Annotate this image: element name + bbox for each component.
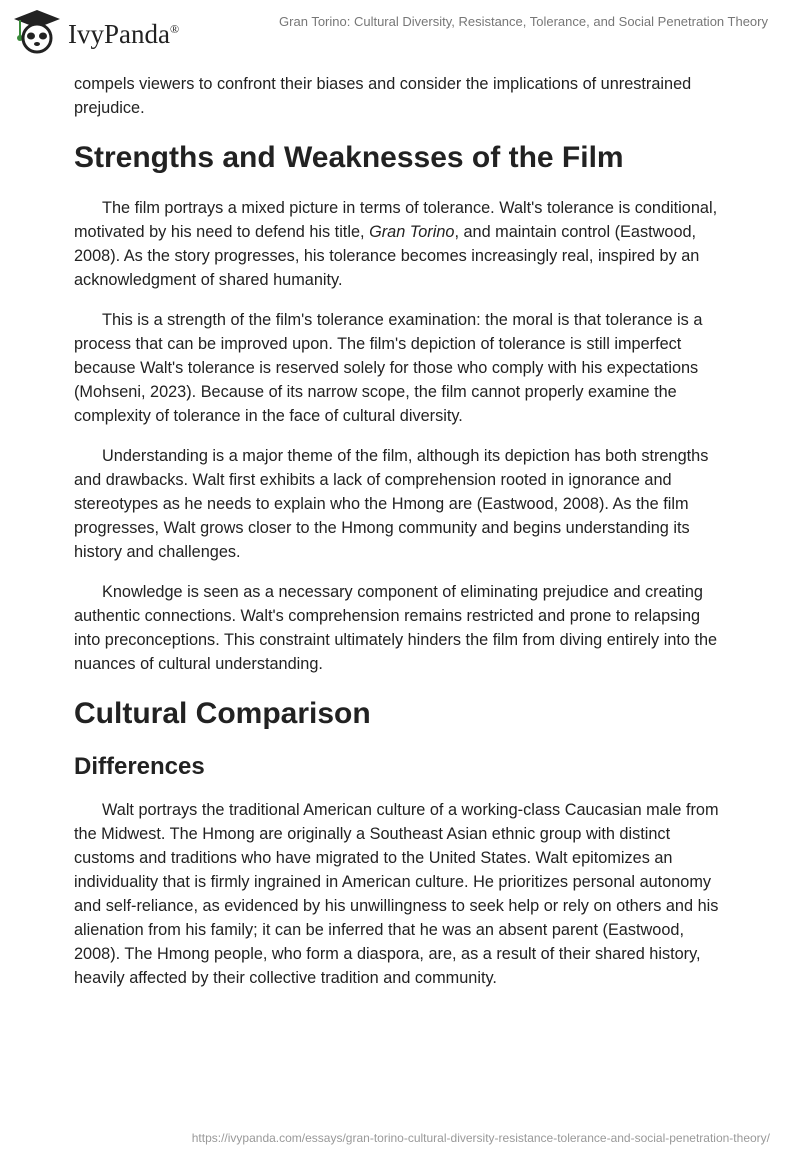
document-title: Gran Torino: Cultural Diversity, Resistance, Tolerance, and Social Penetration Theory [279, 14, 768, 29]
intro-continuation: compels viewers to confront their biases and consider the implications of unrestrained prejudice. [74, 75, 692, 117]
panda-graduate-icon [12, 8, 62, 54]
paragraph: Understanding is a major theme of the film, although its depiction has both strengths and drawbacks. Walt first exhibits a lack of comprehension rooted in ignorance and stereotypes as he needs to explain who the Hmong are (Eastwood, 2008). As the film progresses, Walt grows closer to the Hmong community and begins understanding its history and challenges. [74, 447, 709, 561]
paragraph: Walt portrays the traditional American culture of a working-class Caucasian male from the Midwest. The Hmong are originally a Southeast Asian ethnic group with distinct customs and traditions who have migrated to the United States. Walt epitomizes an individuality that is firmly ingrained in American culture. He prioritizes personal autonomy and self-reliance, as evidenced by his unwillingness to seek help or rely on others and his alienation from his family; it can be inferred that he was an absent parent (Eastwood, 2008). The Hmong people, who form a diaspora, are, as a result of their shared history, heavily affected by their collective tradition and community. [74, 801, 719, 987]
logo-text: IvyPanda [68, 18, 170, 49]
paragraph [74, 196, 728, 292]
paragraph: This is a strength of the film's tolerance examination: the moral is that tolerance is a process that can be improved upon. The film's depiction of tolerance is still imperfect because Walt's tolerance is reserved solely for those who comply with his expectations (Mohseni, 2023). Because of its narrow scope, the film cannot properly examine the complexity of tolerance in the face of cultural diversity. [74, 311, 703, 425]
article-body [74, 72, 728, 1006]
paragraph-text: , and maintain control (Eastwood, 2008). As the story progresses, his tolerance becomes increasingly real, inspired by an acknowledgment of shared humanity. [74, 223, 700, 289]
section-heading-cultural-comparison: Cultural Comparison [74, 697, 371, 730]
paragraph-text: The film portrays a mixed picture in terms of tolerance. Walt's tolerance is conditional, motivated by his need to defend his title, [74, 199, 718, 241]
film-title-italic: Gran Torino [369, 223, 455, 241]
section-heading-strengths-weaknesses: Strengths and Weaknesses of the Film [74, 141, 624, 174]
page-header [0, 0, 800, 60]
paragraph: Knowledge is seen as a necessary component of eliminating prejudice and creating authentic connections. Walt's comprehension remains restricted and prone to relapsing into preconceptions. This constraint ultimately hinders the film from diving entirely into the nuances of cultural understanding. [74, 583, 718, 673]
ivypanda-logo[interactable] [12, 8, 179, 54]
registered-mark: ® [169, 21, 180, 36]
subheading-differences: Differences [74, 753, 205, 780]
source-url[interactable]: https://ivypanda.com/essays/gran-torino-cultural-diversity-resistance-tolerance-and-social-penetration-theory/ [191, 1131, 770, 1145]
